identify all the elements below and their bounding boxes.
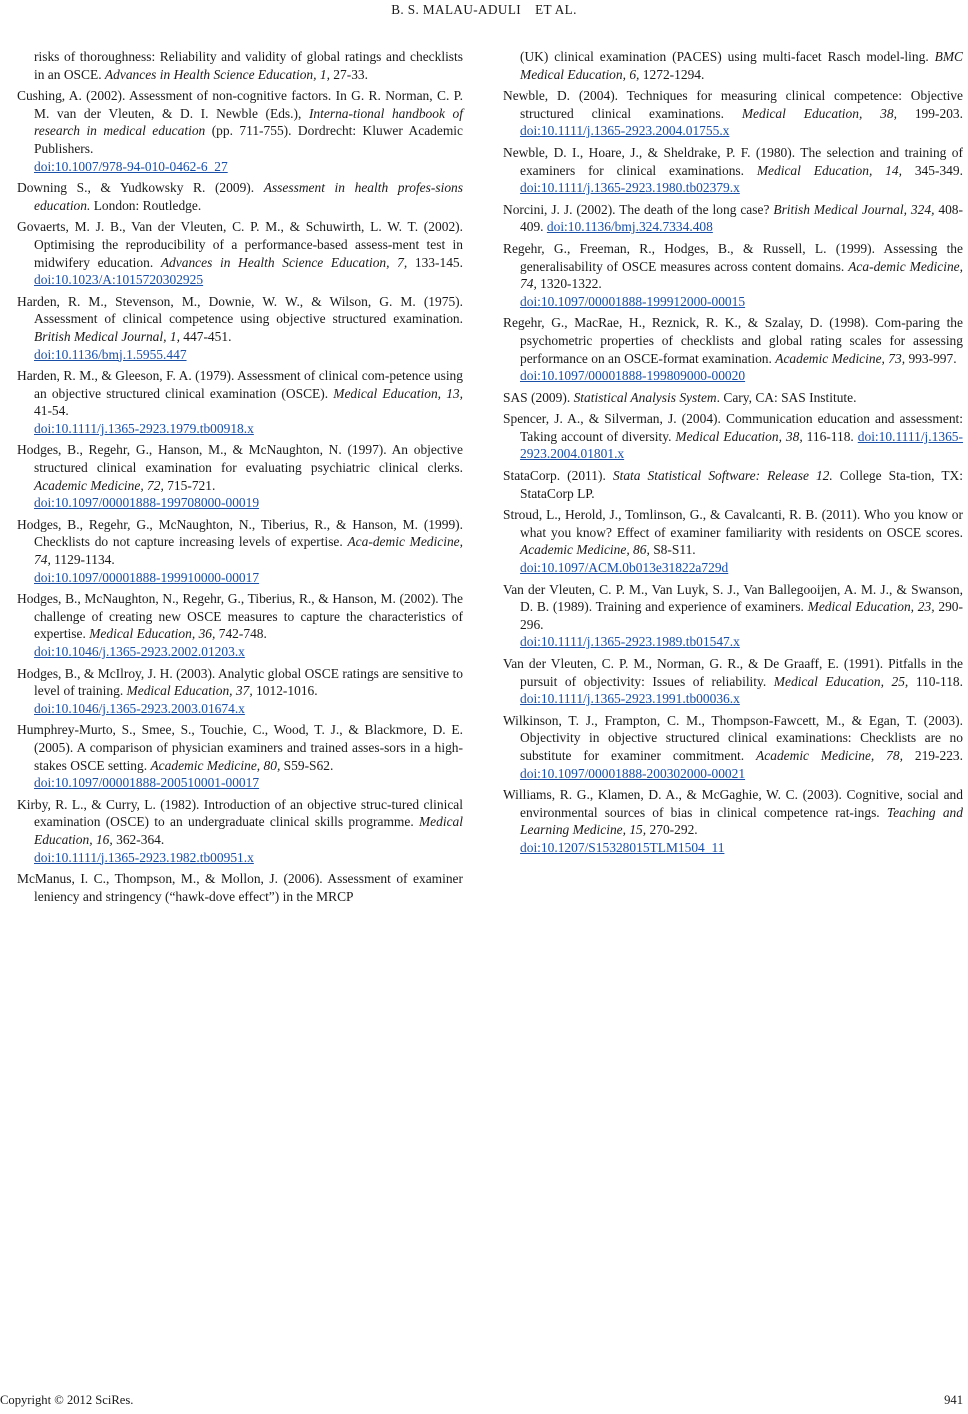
reference-entry — [17, 516, 463, 586]
reference-entry — [503, 144, 963, 197]
reference-source: Medical Education, 38, — [741, 105, 897, 121]
reference-entry — [17, 590, 463, 660]
reference-text: 1320-1322. — [536, 276, 602, 292]
reference-source: Aca-demic Medicine, 74, — [520, 258, 963, 292]
reference-text: Spencer, J. A., & Silverman, J. (2004). Communication education and assessment: Taking account of diversity. — [503, 411, 963, 444]
reference-entry — [17, 179, 463, 214]
reference-source: Academic Medicine, 73, — [775, 350, 906, 366]
doi-link[interactable]: doi:10.1023/A:1015720302925 — [34, 272, 204, 288]
reference-source: Medical Education, 14, — [756, 162, 902, 178]
doi-line — [520, 633, 963, 651]
reference-text: 1129-1134. — [50, 552, 115, 568]
reference-source: Interna-tional handbook of research in medical education — [34, 105, 464, 139]
reference-source: BMC Medical Education, 6, — [520, 49, 963, 82]
reference-column-right — [503, 48, 963, 861]
header-etal: ET AL. — [535, 2, 577, 17]
reference-entry — [17, 87, 463, 175]
doi-line — [34, 494, 463, 512]
doi-link[interactable]: doi:10.1097/00001888-200302000-00021 — [520, 765, 746, 781]
reference-source: Stata Statistical Software: Release 12. — [612, 468, 833, 484]
reference-text: Hodges, B., Regehr, G., McNaughton, N., Tiberius, R., & Hanson, M. (1999). Checklists do not capture increasing levels of expertise. — [17, 516, 463, 550]
reference-text: 116-118. — [802, 428, 858, 444]
reference-text: Williams, R. G., Klamen, D. A., & McGaghie, W. C. (2003). Cognitive, social and environmental sources of bias in clinical competence rat-ings. — [503, 787, 963, 820]
doi-link[interactable]: doi:10.1111/j.1365-2923.1980.tb02379.x — [520, 180, 740, 196]
page-number: 941 — [944, 1393, 963, 1407]
doi-link[interactable]: doi:10.1097/00001888-200510001-00017 — [34, 775, 260, 791]
reference-entry — [503, 786, 963, 856]
running-header — [0, 2, 968, 18]
reference-text: 41-54. — [34, 403, 69, 419]
reference-entry — [17, 218, 463, 288]
reference-source: Medical Education, 38, — [675, 428, 803, 444]
reference-entry — [17, 293, 463, 363]
reference-entry — [17, 441, 463, 511]
doi-line — [520, 839, 963, 857]
reference-source: Medical Education, 36, — [89, 626, 216, 642]
reference-text: Govaerts, M. J. B., Van der Vleuten, C. P. M., & Schuwirth, L. W. T. (2002). Optimising the reproducibility of a performance-based assess-ment test in midwifery education. — [17, 219, 463, 270]
reference-source: Aca-demic Medicine, 74, — [34, 534, 463, 568]
reference-text: Regehr, G., MacRae, H., Reznick, R. K., & Szalay, D. (1998). Com-paring the psychometric properties of checklists and global rating scales for assessing performance on an OSCE-format examination. — [503, 315, 963, 366]
reference-source: Medical Education, 16, — [34, 814, 463, 847]
reference-entry — [17, 796, 463, 866]
reference-entry — [17, 870, 463, 905]
reference-text: Harden, R. M., Stevenson, M., Downie, W. W., & Wilson, G. M. (1975). Assessment of clinical competence using objective structured examination. — [17, 293, 463, 327]
doi-link[interactable]: doi:10.1097/00001888-199708000-00019 — [34, 495, 260, 511]
reference-source: Academic Medicine, 86, — [520, 542, 650, 558]
doi-link[interactable]: doi:10.1111/j.1365-2923.1991.tb00036.x — [520, 691, 740, 707]
reference-entry — [503, 655, 963, 708]
reference-source: Medical Education, 23, — [807, 599, 935, 615]
doi-line — [520, 559, 963, 577]
doi-link[interactable]: doi:10.1097/00001888-199912000-00015 — [520, 293, 746, 309]
reference-source: Assessment in health profes-sions education. — [34, 180, 463, 213]
doi-link[interactable]: doi:10.1136/bmj.1.5955.447 — [34, 346, 187, 362]
doi-link[interactable]: doi:10.1046/j.1365-2923.2003.01674.x — [34, 700, 245, 716]
reference-entry — [503, 581, 963, 651]
reference-text: 1272-1294. — [639, 66, 705, 82]
reference-text: 270-292. — [646, 822, 698, 838]
reference-text: Newble, D. I., Hoare, J., & Sheldrake, P. F. (1980). The selection and training of examiners for clinical examinations. — [503, 144, 963, 178]
doi-line — [520, 367, 963, 385]
doi-link[interactable]: doi:10.1136/bmj.324.7334.408 — [546, 219, 713, 235]
reference-text: Hodges, B., & McIlroy, J. H. (2003). Analytic global OSCE ratings are sensitive to level of training. — [17, 665, 463, 699]
reference-text: 742-748. — [215, 626, 267, 642]
doi-link[interactable]: doi:10.1207/S15328015TLM1504_11 — [520, 839, 725, 855]
header-authors: B. S. MALAU-ADULI — [391, 2, 522, 17]
reference-text: (UK) clinical examination (PACES) using multi-facet Rasch model-ling. — [520, 49, 935, 64]
reference-entry — [503, 87, 963, 140]
reference-entry — [503, 410, 963, 463]
reference-source: Teaching and Learning Medicine, 15, — [520, 804, 963, 838]
reference-text: S59-S62. — [280, 757, 334, 773]
doi-line — [34, 774, 463, 792]
reference-text: Harden, R. M., & Gleeson, F. A. (1979). Assessment of clinical com-petence using an objective structured clinical examination (OSCE). — [17, 368, 463, 401]
reference-entry — [503, 201, 963, 236]
reference-text: StataCorp. (2011). — [503, 468, 613, 484]
reference-text: Kirby, R. L., & Curry, L. (1982). Introduction of an objective struc-tured clinical examination (OSCE) to an undergraduate clinical skills programme. — [17, 796, 463, 830]
doi-line — [34, 569, 463, 587]
doi-link[interactable]: doi:10.1111/j.1365-2923.2004.01801.x — [520, 428, 964, 462]
reference-source: Medical Education, 25, — [773, 673, 909, 689]
reference-entry — [503, 314, 963, 384]
reference-entry — [17, 48, 463, 83]
reference-text: SAS (2009). — [503, 389, 574, 405]
doi-link[interactable]: doi:10.1097/00001888-199809000-00020 — [520, 368, 746, 384]
reference-text: 290-296. — [520, 599, 963, 632]
doi-link[interactable]: doi:10.1007/978-94-010-0462-6_27 — [34, 158, 228, 174]
reference-text: Hodges, B., McNaughton, N., Regehr, G., Tiberius, R., & Hanson, M. (2002). The challenge of creating new OSCE measures to capture the characteristics of expertise. — [17, 591, 463, 642]
reference-text: 133-145. — [407, 254, 463, 270]
reference-text: Van der Vleuten, C. P. M., Norman, G. R., & De Graaff, E. (1991). Pitfalls in the pursuit of objectivity: Issues of reliability. — [503, 656, 963, 689]
reference-text: Regehr, G., Freeman, R., Hodges, B., & Russell, L. (1999). Assessing the generalisability of OSCE measures across content domains. — [503, 240, 963, 274]
doi-line — [34, 849, 463, 867]
reference-text: 362-364. — [112, 831, 165, 847]
reference-text: Norcini, J. J. (2002). The death of the long case? — [503, 201, 774, 217]
reference-entry — [17, 721, 463, 791]
reference-source: Statistical Analysis System — [573, 389, 717, 405]
reference-entry — [17, 367, 463, 437]
reference-text: 993-997. — [905, 350, 957, 366]
reference-text: Hodges, B., Regehr, G., Hanson, M., & McNaughton, N. (1997). An objective structured clinical examination for evaluating psychiatric clinical clerks. — [17, 442, 463, 476]
reference-text: 447-451. — [179, 328, 232, 344]
reference-entry — [503, 48, 963, 83]
doi-link[interactable]: doi:10.1111/j.1365-2923.1989.tb01547.x — [520, 634, 740, 650]
reference-entry — [503, 467, 963, 502]
reference-text: Downing S., & Yudkowsky R. (2009). — [17, 180, 264, 196]
reference-source: Advances in Health Science Education, 7, — [160, 254, 408, 270]
reference-source: Medical Education, 13, — [333, 385, 463, 401]
reference-text: 199-203. — [896, 105, 963, 121]
reference-text: London: Routledge. — [90, 197, 202, 213]
reference-text: Humphrey-Murto, S., Smee, S., Touchie, C., Wood, T. J., & Blackmore, D. E. (2005). A comparison of physician examiners and trained asses-sors in a high-stakes OSCE setting. — [17, 722, 463, 773]
reference-entry — [503, 240, 963, 310]
reference-entry — [17, 665, 463, 718]
reference-column-left — [17, 48, 463, 909]
reference-source: British Medical Journal, 1, — [34, 328, 180, 344]
reference-text: Wilkinson, T. J., Frampton, C. M., Thompson-Fawcett, M., & Egan, T. (2003). Objectivity in objective structured clinical examinations: Checklists are no substitute for examiner commitment. — [503, 712, 963, 763]
reference-text: 219-223. — [902, 747, 964, 763]
doi-link[interactable]: doi:10.1111/j.1365-2923.1979.tb00918.x — [34, 420, 254, 436]
doi-line — [34, 700, 463, 718]
reference-text: . Cary, CA: SAS Institute. — [716, 389, 857, 405]
reference-source: Medical Education, 37, — [126, 683, 253, 699]
reference-text: 345-349. — [901, 162, 963, 178]
reference-source: Academic Medicine, 80, — [150, 757, 281, 773]
reference-text: 408-409. — [520, 201, 963, 235]
reference-text: (pp. 711-755). Dordrecht: Kluwer Academic Publishers. — [34, 123, 463, 156]
reference-source: Academic Medicine, 72, — [34, 477, 164, 493]
reference-text: Cushing, A. (2002). Assessment of non-cognitive factors. In G. R. Norman, C. P. M. van der Vleuten, & D. I. Newble (Eds.), — [17, 88, 463, 121]
reference-source: British Medical Journal, 324, — [773, 201, 935, 217]
doi-line — [34, 643, 463, 661]
reference-source: Academic Medicine, 78, — [756, 747, 903, 763]
copyright-notice: Copyright © 2012 SciRes. — [0, 1393, 134, 1407]
doi-line — [34, 346, 463, 364]
doi-link[interactable]: doi:10.1111/j.1365-2923.2004.01755.x — [520, 123, 730, 139]
doi-line — [34, 420, 463, 438]
doi-link[interactable]: doi:10.1097/ACM.0b013e31822a729d — [520, 560, 729, 576]
reference-source: Advances in Health Science Education, 1, — [104, 66, 330, 82]
reference-entry — [503, 389, 963, 407]
reference-text: 27-33. — [329, 66, 369, 82]
reference-text: 1012-1016. — [252, 683, 318, 699]
reference-text: S8-S11. — [649, 542, 696, 558]
doi-link[interactable]: doi:10.1046/j.1365-2923.2002.01203.x — [34, 644, 245, 659]
reference-entry — [503, 506, 963, 576]
doi-link[interactable]: doi:10.1097/00001888-199910000-00017 — [34, 569, 260, 585]
reference-text: McManus, I. C., Thompson, M., & Mollon, J. (2006). Assessment of examiner leniency and stringency (“hawk-dove effect”) in the MRCP — [17, 871, 463, 904]
reference-text: 715-721. — [163, 477, 216, 493]
reference-text: Stroud, L., Herold, J., Tomlinson, G., & Cavalcanti, R. B. (2011). Who you know or what you know? Effect of examiner familiarity with residents on OSCE scores. — [503, 507, 963, 540]
reference-text: risks of thoroughness: Reliability and validity of global ratings and checklists in an OSCE. — [34, 49, 463, 82]
reference-entry — [503, 712, 963, 782]
doi-line — [520, 293, 963, 311]
reference-text: College Sta-tion, TX: StataCorp LP. — [520, 468, 963, 501]
reference-text: Newble, D. (2004). Techniques for measuring clinical competence: Objective structured clinical examinations. — [503, 88, 963, 121]
doi-link[interactable]: doi:10.1111/j.1365-2923.1982.tb00951.x — [34, 849, 254, 865]
reference-text: Van der Vleuten, C. P. M., Van Luyk, S. J., Van Ballegooijen, A. M. J., & Swanson, D. B. (1989). Training and experience of examiners. — [503, 581, 963, 615]
reference-text: 110-118. — [908, 673, 963, 689]
doi-line — [34, 158, 463, 176]
